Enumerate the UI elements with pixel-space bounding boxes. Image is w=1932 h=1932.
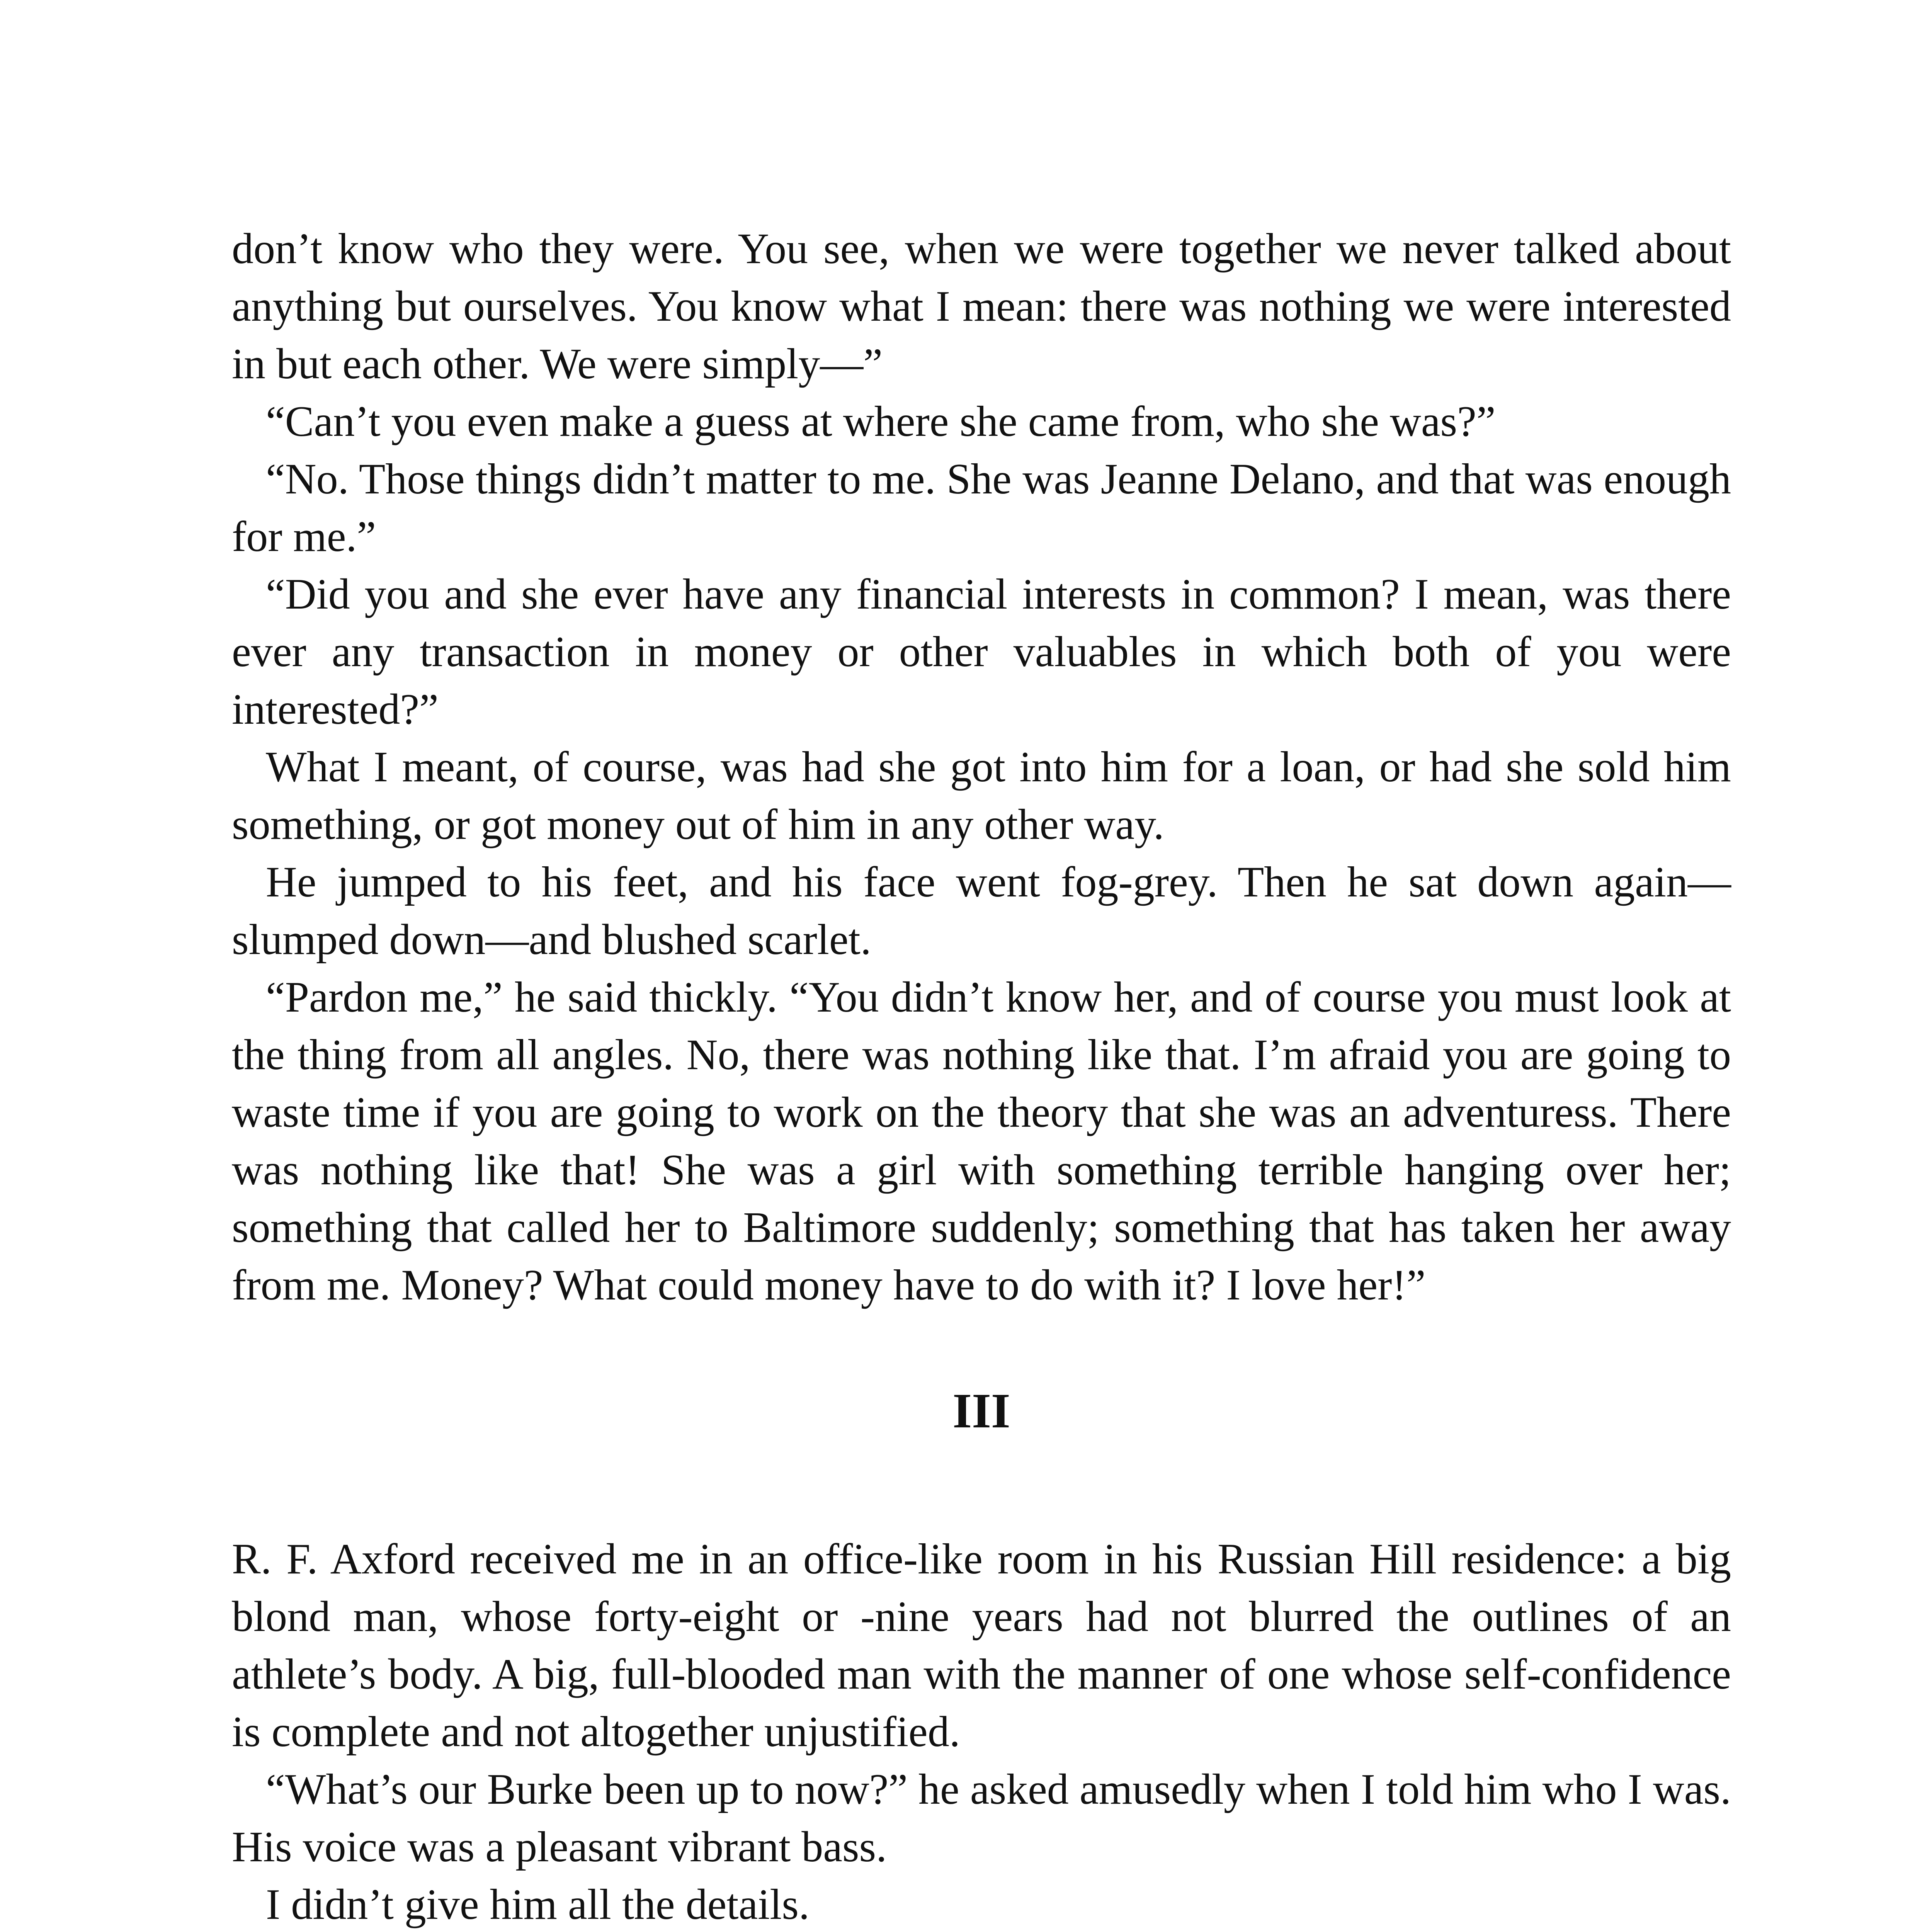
paragraph: What I meant, of course, was had she got into him for a loan, or had she sold him something, or got money out of him in any other way. [232, 743, 1731, 849]
paragraph: “Pardon me,” he said thickly. “You didn’t know her, and of course you must look at the thing from all angles. No, there was nothing like that. I’m afraid you are going to waste time if you are going to work on the theory that she was an adventuress. There was nothing like that! She was a girl with something terrible hanging over her; something that called her to Baltimore suddenly; something that has taken her away from me. Money? What could money have to do with it? I love her!” [232, 973, 1731, 1309]
paragraph: I didn’t give him all the details. [266, 1881, 810, 1929]
paragraph: “Did you and she ever have any financial interests in common? I mean, was there ever any transaction in money or other valuables in which both of you were interested?” [232, 570, 1731, 733]
paragraph: “No. Those things didn’t matter to me. She was Jeanne Delano, and that was enough for me.” [232, 455, 1731, 561]
paragraph: don’t know who they were. You see, when we were together we never talked about anything but ourselves. You know what I mean: there was nothing we were interested in but each other. We were simply—” [232, 225, 1731, 388]
paragraph: “What’s our Burke been up to now?” he asked amusedly when I told him who I was. His voice was a pleasant vibrant bass. [232, 1765, 1731, 1871]
paragraph: “Can’t you even make a guess at where she came from, who she was?” [266, 398, 1496, 446]
section-heading: III [952, 1383, 1010, 1438]
paragraph: He jumped to his feet, and his face went fog-grey. Then he sat down again—slumped down—and blushed scarlet. [232, 858, 1731, 964]
paragraph: R. F. Axford received me in an office-like room in his Russian Hill residence: a big blond man, whose forty-eight or -nine years had not blurred the outlines of an athlete’s body. A big, full-blooded man with the manner of one whose self-confidence is complete and not altogether unjustified. [232, 1535, 1731, 1756]
page-body [232, 220, 1731, 1932]
